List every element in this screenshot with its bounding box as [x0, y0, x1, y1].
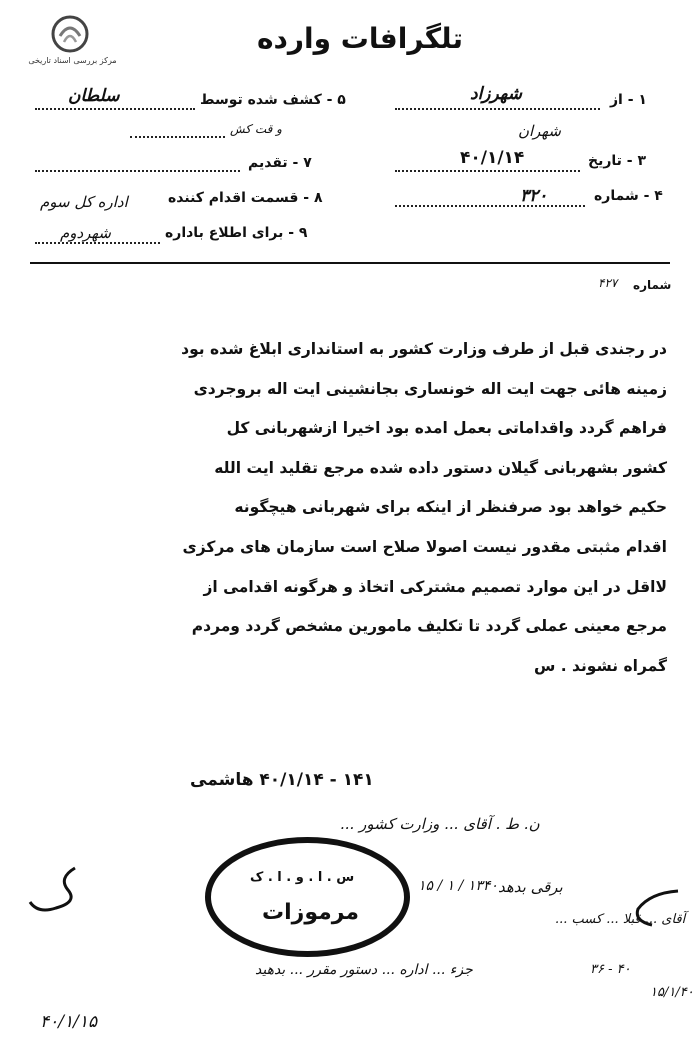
signature-scribble-right	[630, 885, 685, 930]
body-line: در رجندی قبل از طرف وزارت کشور به استانداری ابلاغ شده بود	[181, 340, 667, 358]
handwritten-date-3: ۱۵/۱/۴۰	[650, 985, 694, 1000]
page-title: تلگرافات وارده	[257, 22, 463, 55]
body-line: گمراه نشوند . س	[533, 656, 667, 675]
signature-scribble-left	[20, 860, 90, 930]
body-line: حکیم خواهد بود صرفنظر از اینکه برای شهربانی هیچگونه	[234, 498, 667, 517]
handwritten-date-2: ۴۰/۱/۱۵	[40, 1012, 98, 1032]
handwritten-note-1: ن. ط . آقای ... وزارت کشور ...	[340, 815, 540, 833]
from-label: ۱ - از	[610, 92, 647, 108]
stamp-top-text: س . ا . و . ا . ک	[250, 870, 355, 885]
body-line: مرجع معینی عملی گردد تا تکلیف مامورین مشخص گردد ومردم	[191, 617, 667, 636]
number-label: ۴ - شماره	[594, 188, 663, 204]
action-label: ۸ - قسمت اقدام کننده	[168, 190, 323, 206]
body-line: لااقل در این موارد تصمیم مشترکی اتخاذ و هرگونه اقدامی از	[203, 577, 667, 596]
from-dotted-line	[395, 108, 600, 110]
body-line: فراهم گردد واقداماتی بعمل امده بود اخیرا ازشهربانی کل	[226, 419, 667, 438]
body-line: اقدام مثبتی مقدور نیست اصولا صلاح است سازمان های مرکزی	[182, 537, 667, 556]
handwritten-date-1: ۱۵ / ۱ / ۱۳۴۰	[418, 878, 498, 894]
archive-logo-text: مرکز بررسی اسناد تاریخی	[28, 56, 117, 65]
number-dotted-line	[395, 205, 585, 207]
date-label: ۳ - تاریخ	[588, 153, 647, 169]
info-dotted-line	[35, 242, 160, 244]
body-line: زمینه هائی جهت ایت اله خونساری بجانشینی ایت اله بروجردی	[193, 379, 667, 398]
from-value: شهرزاد	[470, 84, 522, 104]
date-dotted-line	[395, 170, 580, 172]
number-value: ۳۲۰	[520, 186, 548, 206]
stamp-main-text: مرموزات	[262, 900, 360, 925]
handwritten-note-3: آقای ... قبلا ... کسب ...	[555, 912, 686, 927]
classification-stamp	[205, 837, 410, 957]
priority-dotted-line	[35, 170, 240, 172]
handwritten-note-2: برقی بدهد	[498, 878, 563, 896]
body-line: کشور بشهربانی گیلان دستور داده شده مرجع تقلید ایت الله	[214, 458, 667, 477]
telegram-body	[55, 330, 667, 686]
info-value: شهردوم	[60, 224, 111, 242]
received-label: ۵ - کشف شده توسط	[200, 92, 346, 108]
handwritten-code: ۳۶ - ۴۰	[590, 962, 631, 977]
received-sub-value: و قت کش	[230, 122, 282, 136]
date-value: ۴۰/۱/۱۴	[460, 148, 525, 168]
header-separator	[30, 262, 670, 264]
signature-line: ۱۴۱ - ۴۰/۱/۱۴ هاشمی	[190, 770, 374, 790]
received-value: سلطان	[68, 86, 120, 106]
handwritten-note-4: جزء ... اداره ... دستور مقرر ... بدهید	[255, 962, 473, 978]
received-dotted-line	[35, 108, 195, 110]
priority-label: ۷ - تقدیم	[248, 155, 312, 171]
info-label: ۹ - برای اطلاع باداره	[165, 225, 308, 241]
from-sub-value: شهران	[518, 122, 561, 140]
number-mark-label: شماره	[633, 278, 672, 292]
received-sub-dotted-line	[130, 136, 225, 138]
number-mark-value: ۴۲۷	[598, 276, 618, 290]
action-value: اداره کل سوم	[40, 193, 128, 211]
archive-logo-icon	[50, 14, 90, 54]
